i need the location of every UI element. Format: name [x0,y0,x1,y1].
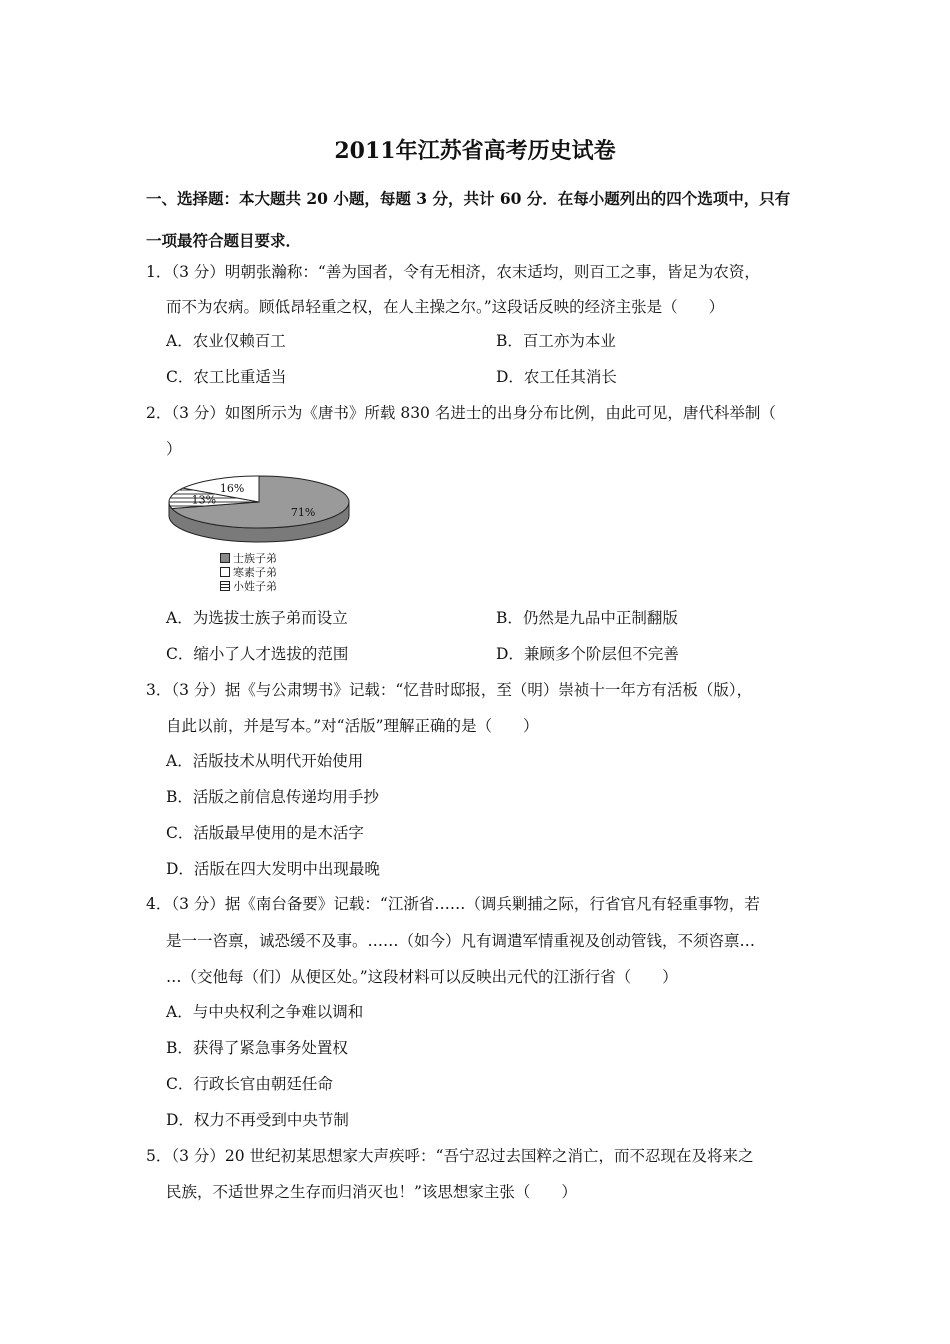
legend-item-hansu: 寒素子弟 [220,566,277,579]
q3-option-d: D．活版在四大发明中出现最晚 [166,860,380,878]
q4-option-d: D．权力不再受到中央节制 [166,1111,349,1129]
legend-item-xiaoxing: 小姓子弟 [220,580,277,593]
q1-stem-line1: 1．（3 分）明朝张瀚称：“善为国者，令有无相济，农末适均，则百工之事，皆足为农资， [146,263,760,281]
section-heading-line1: 一、选择题：本大题共 20 小题，每题 3 分，共计 60 分．在每小题列出的四个选项中，只有 [146,189,791,208]
q2-option-a: A．为选拔士族子弟而设立 [166,609,348,627]
pie-label: 13% [191,493,217,507]
legend-item-shizu: 士族子弟 [220,552,277,565]
section-heading-line2: 一项最符合题目要求． [146,231,302,250]
legend-swatch [220,581,230,591]
q4-option-b: B．获得了紧急事务处置权 [166,1039,348,1057]
pie-label: 16% [219,481,245,495]
pie-label: 71% [290,505,316,519]
q2-option-d: D．兼顾多个阶层但不完善 [496,645,679,663]
q1-option-d: D．农工任其消长 [496,368,617,386]
q1-option-b: B．百工亦为本业 [496,332,616,350]
q3-option-c: C．活版最早使用的是木活字 [166,824,364,842]
q4-stem-line1: 4．（3 分）据《南台备要》记载：“江浙省……（调兵剿捕之际，行省官凡有轻重事物，若 [146,895,760,913]
q4-option-a: A．与中央权利之争难以调和 [166,1003,364,1021]
legend-swatch [220,553,230,563]
q2-stem-line1: 2．（3 分）如图所示为《唐书》所载 830 名进士的出身分布比例，由此可见，唐代科举制（ [146,404,776,422]
q2-stem-line2: ） [166,440,182,458]
q1-option-c: C．农工比重适当 [166,368,287,386]
page-title: 2011年江苏省高考历史试卷 [334,138,616,164]
q3-stem-line2: 自此以前，并是写本。”对“活版”理解正确的是（ ） [166,717,539,735]
q4-stem-line3: …（交他每（们）从便区处。”这段材料可以反映出元代的江浙行省（ ） [166,968,678,986]
q3-stem-line1: 3．（3 分）据《与公肃甥书》记载：“忆昔时邸报，至（明）崇祯十一年方有活板（版）， [146,681,753,699]
legend-swatch [220,567,230,577]
q1-stem-line2: 而不为农病。顾低昂轻重之权，在人主操之尔。”这段话反映的经济主张是（ ） [166,298,725,316]
q5-stem-line2: 民族，不适世界之生存而归消灭也！”该思想家主张（ ） [166,1183,577,1201]
q2-option-b: B．仍然是九品中正制翻版 [496,609,678,627]
q5-stem-line1: 5．（3 分）20 世纪初某思想家大声疾呼：“吾宁忍过去国粹之消亡，而不忍现在及将来之 [146,1147,754,1165]
q1-option-a: A．农业仅赖百工 [166,332,286,350]
q4-option-c: C．行政长官由朝廷任命 [166,1075,333,1093]
q2-option-c: C．缩小了人才选拔的范围 [166,645,349,663]
q3-option-b: B．活版之前信息传递均用手抄 [166,788,379,806]
q4-stem-line2: 是一一咨禀，诚恐缓不及事。……（如今）凡有调遣军情重视及创动管钱，不须咨禀… [166,932,756,950]
q3-option-a: A．活版技术从明代开始使用 [166,752,364,770]
